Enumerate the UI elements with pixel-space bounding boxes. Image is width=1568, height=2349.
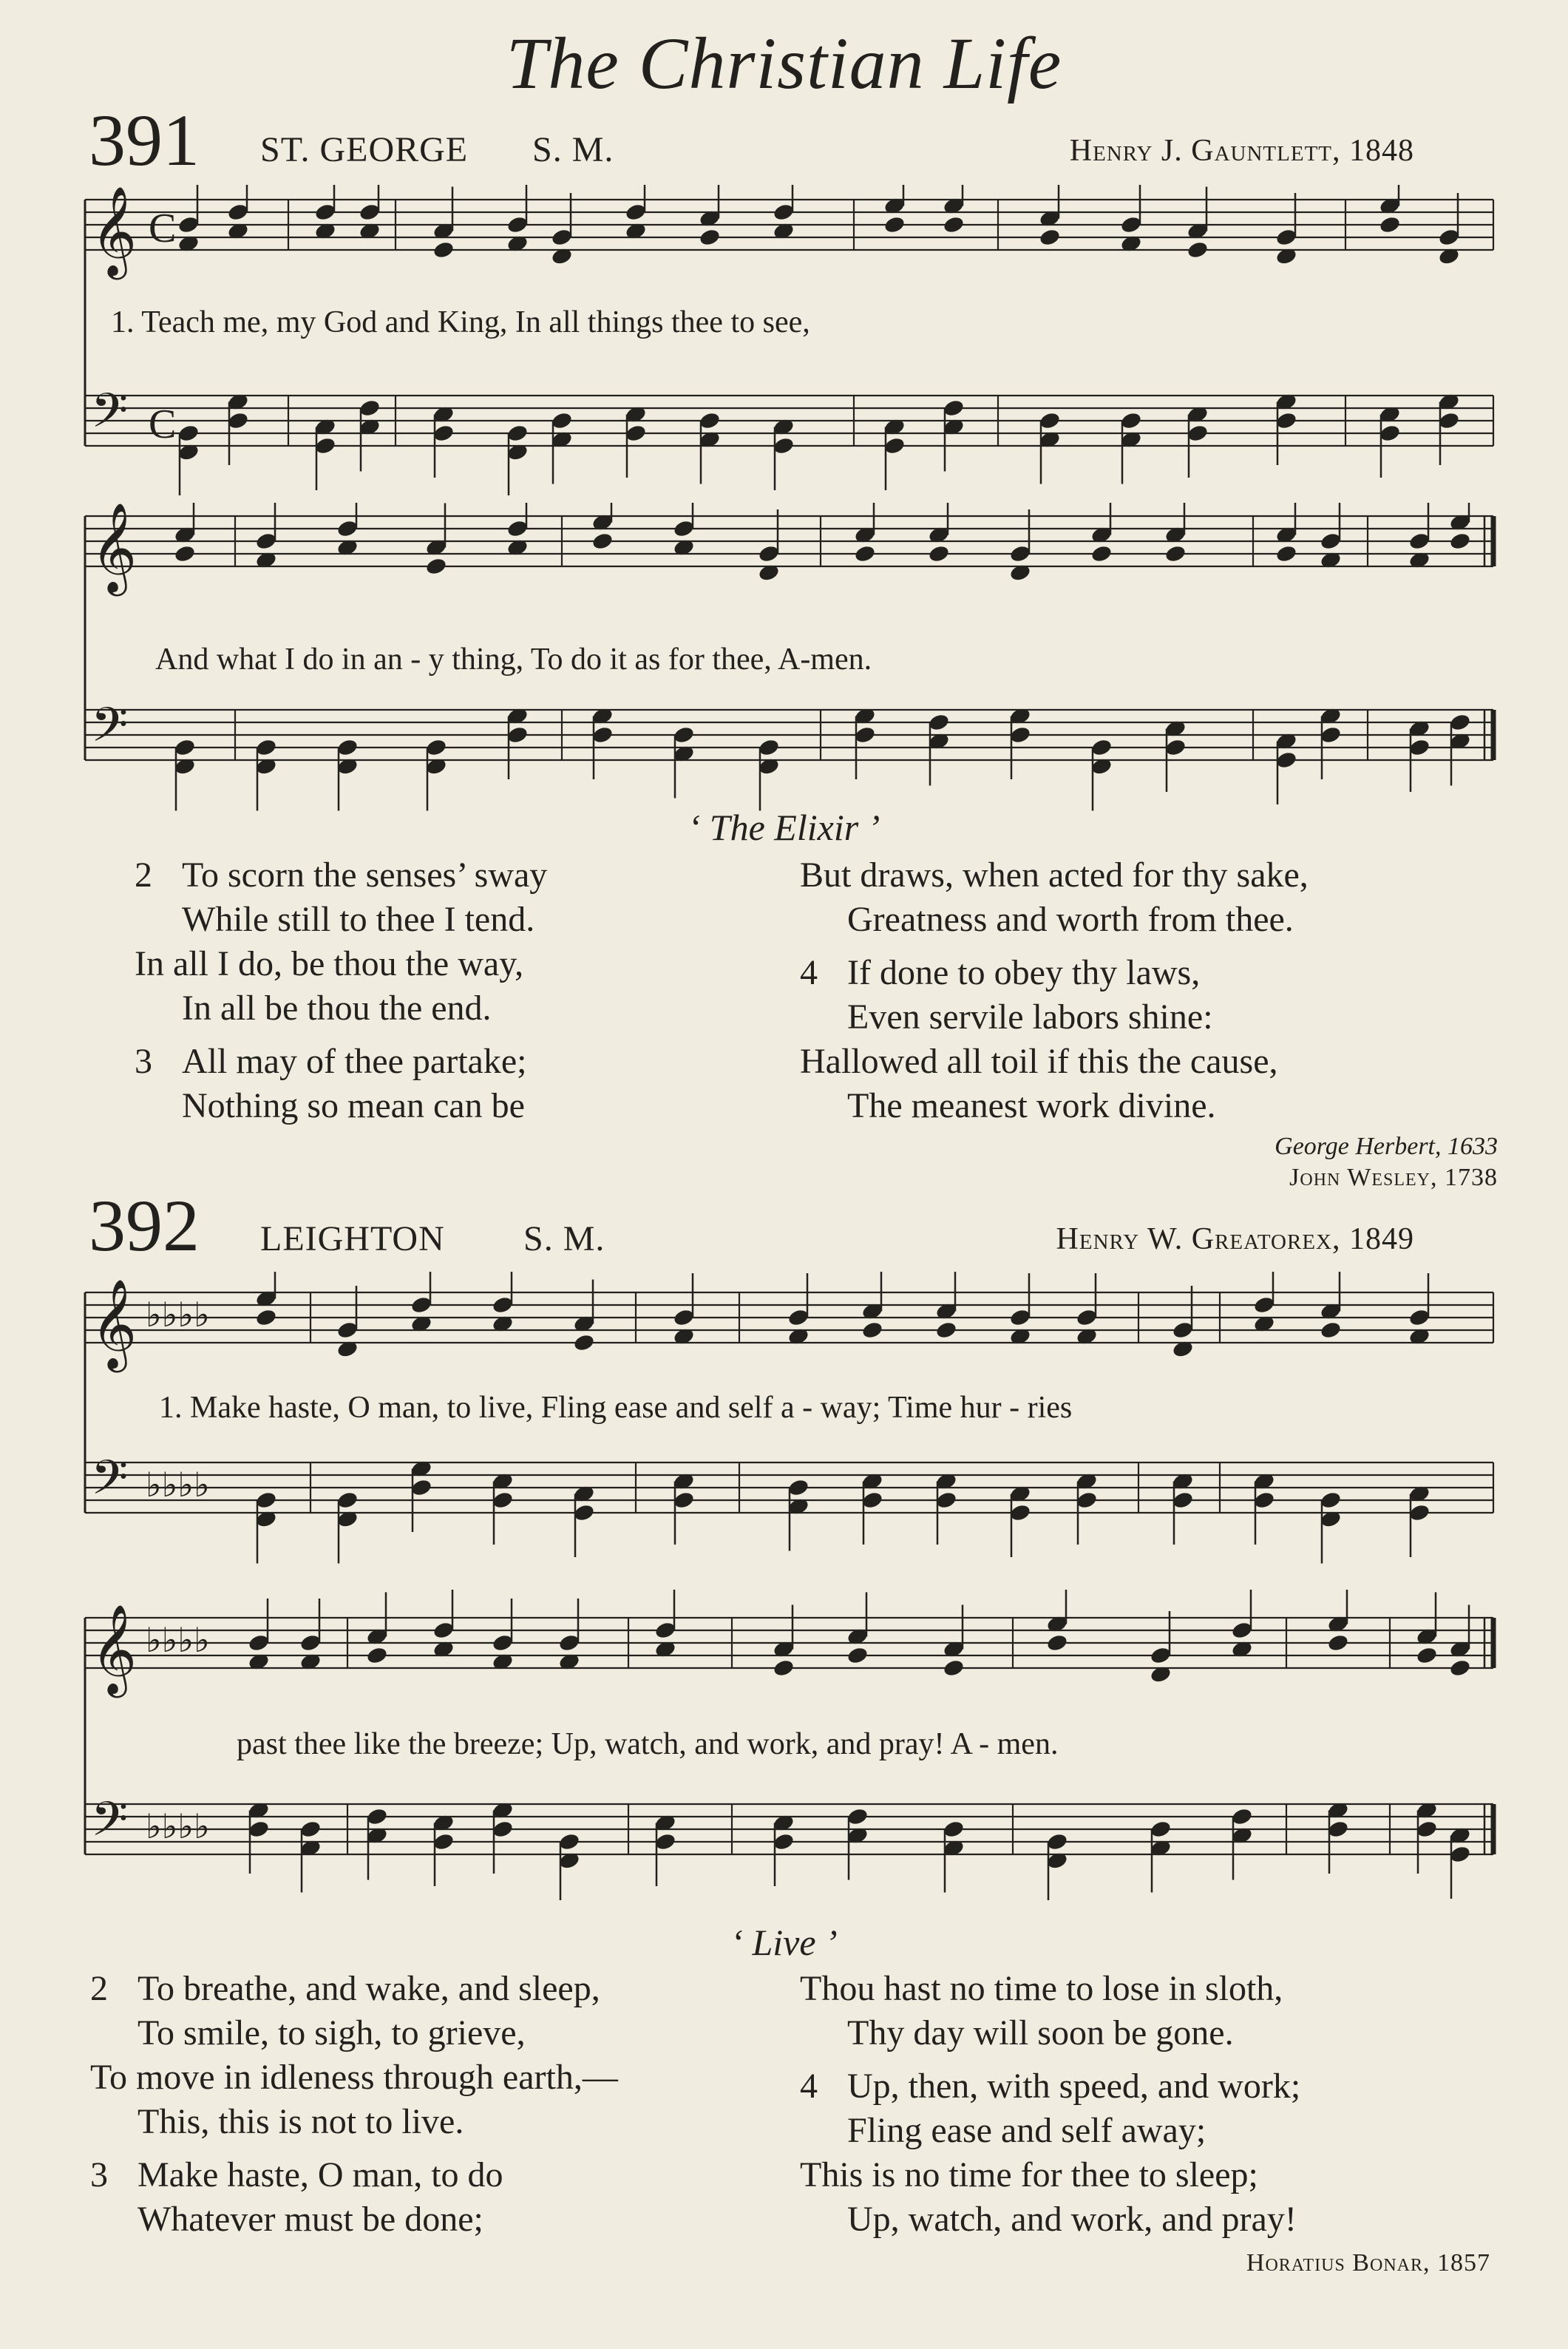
time-signature: C [149,401,177,447]
treble-clef: 𝄞 [91,1604,138,1694]
verse-number: 4 [800,953,818,992]
verse-line: Thou hast no time to lose in sloth, [800,1969,1283,2008]
key-signature: ♭♭♭♭ [146,1620,210,1660]
notehead [1320,1321,1343,1340]
bass-clef: 𝄢 [91,384,129,450]
music-system-3 [0,1272,1568,1582]
hymn-subtitle: ‘ The Elixir ’ [688,807,880,848]
notehead [255,1308,278,1327]
notehead [573,1333,596,1352]
notehead [366,1646,389,1665]
lyric-line: 1. Teach me, my God and King, In all things thee to see, [111,305,810,339]
notehead [846,1646,869,1665]
verses-right-column [800,853,1309,1128]
time-signature: C [149,206,177,251]
notehead [773,1658,795,1678]
verse-number: 3 [135,1042,152,1081]
notehead [1039,228,1062,247]
author-line: Horatius Bonar, 1857 [1246,2249,1490,2277]
hymn-subtitle: ‘ Live ’ [730,1922,838,1963]
key-signature: ♭♭♭♭ [146,1806,210,1846]
verse-line: 4 If done to obey thy laws, [800,951,1309,995]
lyric-line: past thee like the breeze; Up, watch, and work, and pray! A - men. [237,1727,1059,1761]
author-credit [1275,1131,1498,1193]
notehead [854,544,877,563]
hymn-number: 391 [89,99,200,181]
hymn-number: 392 [89,1184,200,1267]
verse-line: 4 Up, then, with speed, and work; [800,2064,1300,2109]
treble-clef: 𝄞 [91,503,138,592]
verse-line: Nothing so mean can be [182,1086,525,1125]
lyric-line: And what I do in an - y thing, To do it as for thee, A-men. [155,643,872,677]
notehead [928,544,951,563]
verse-line: Greatness and worth from thee. [847,900,1294,939]
notehead [883,215,906,234]
meter: S. M. [532,130,614,169]
treble-clef: 𝄞 [91,1278,138,1369]
verse-number: 3 [90,2155,108,2194]
notehead [943,215,965,234]
notehead [1379,215,1402,234]
notehead [935,1321,958,1340]
verse-line: Thy day will soon be gone. [847,2013,1234,2053]
lyric-line: 1. Make haste, O man, to live, Fling ease and self a - way; Time hur - ries [159,1391,1073,1425]
verse-line: 2 To breathe, and wake, and sleep, [90,1967,618,2011]
bass-clef: 𝄢 [91,1451,129,1517]
composer: Henry J. Gauntlett, 1848 [1069,134,1414,168]
verse-line: Up, watch, and work, and pray! [847,2200,1297,2239]
verse-line: 3 Make haste, O man, to do [90,2153,618,2197]
notehead [1090,544,1113,563]
notehead [1164,544,1187,563]
verse-line: Fling ease and self away; [847,2111,1206,2150]
verses-right-column [800,1967,1300,2242]
tune-name: ST. GEORGE [260,130,469,169]
notehead [591,532,614,551]
notehead [1275,544,1298,563]
bass-clef: 𝄢 [91,1792,129,1859]
notehead [1449,1658,1472,1678]
verse-line: Hallowed all toil if this the cause, [800,1042,1278,1081]
page-title: The Christian Life [506,22,1062,104]
verse-number: 2 [135,855,152,895]
verse-line: Even servile labors shine: [847,997,1213,1037]
meter: S. M. [523,1219,605,1258]
notehead [1416,1646,1439,1665]
notehead [861,1321,884,1340]
verses-left-column [90,1967,618,2242]
bass-clef: 𝄢 [91,698,129,765]
verse-line: To smile, to sigh, to grieve, [138,2013,526,2053]
notehead [1327,1633,1350,1653]
verse-line: 2 To scorn the senses’ sway [135,853,547,898]
key-signature: ♭♭♭♭ [146,1295,210,1335]
key-signature: ♭♭♭♭ [146,1465,210,1505]
tune-name: LEIGHTON [260,1219,445,1258]
verse-line: To move in idleness through earth,— [90,2058,618,2097]
verse-line: 3 All may of thee partake; [135,1040,547,1084]
author-line: George Herbert, 1633 [1275,1133,1498,1160]
verse-line: But draws, when acted for thy sake, [800,855,1309,895]
verse-number: 2 [90,1969,108,2008]
notehead [425,557,448,576]
author-line: John Wesley, 1738 [1289,1164,1498,1191]
notehead [1187,240,1209,260]
verse-line: In all I do, be thou the way, [135,944,524,983]
notehead [174,544,197,563]
verse-line: The meanest work divine. [847,1086,1216,1125]
music-system-1 [0,185,1568,495]
notehead [943,1658,965,1678]
author-credit [1246,2248,1490,2279]
composer: Henry W. Greatorex, 1849 [1056,1222,1414,1256]
treble-clef: 𝄞 [91,186,138,276]
verse-line: While still to thee I tend. [182,900,535,939]
verse-line: In all be thou the end. [182,989,492,1028]
verse-line: Whatever must be done; [138,2200,483,2239]
verse-line: This is no time for thee to sleep; [800,2155,1258,2194]
verse-number: 4 [800,2067,818,2106]
notehead [1449,532,1472,551]
notehead [699,228,722,247]
notehead [432,240,455,260]
notehead [1046,1633,1069,1653]
verse-line: This, this is not to live. [138,2102,464,2141]
verses-left-column [135,853,547,1128]
